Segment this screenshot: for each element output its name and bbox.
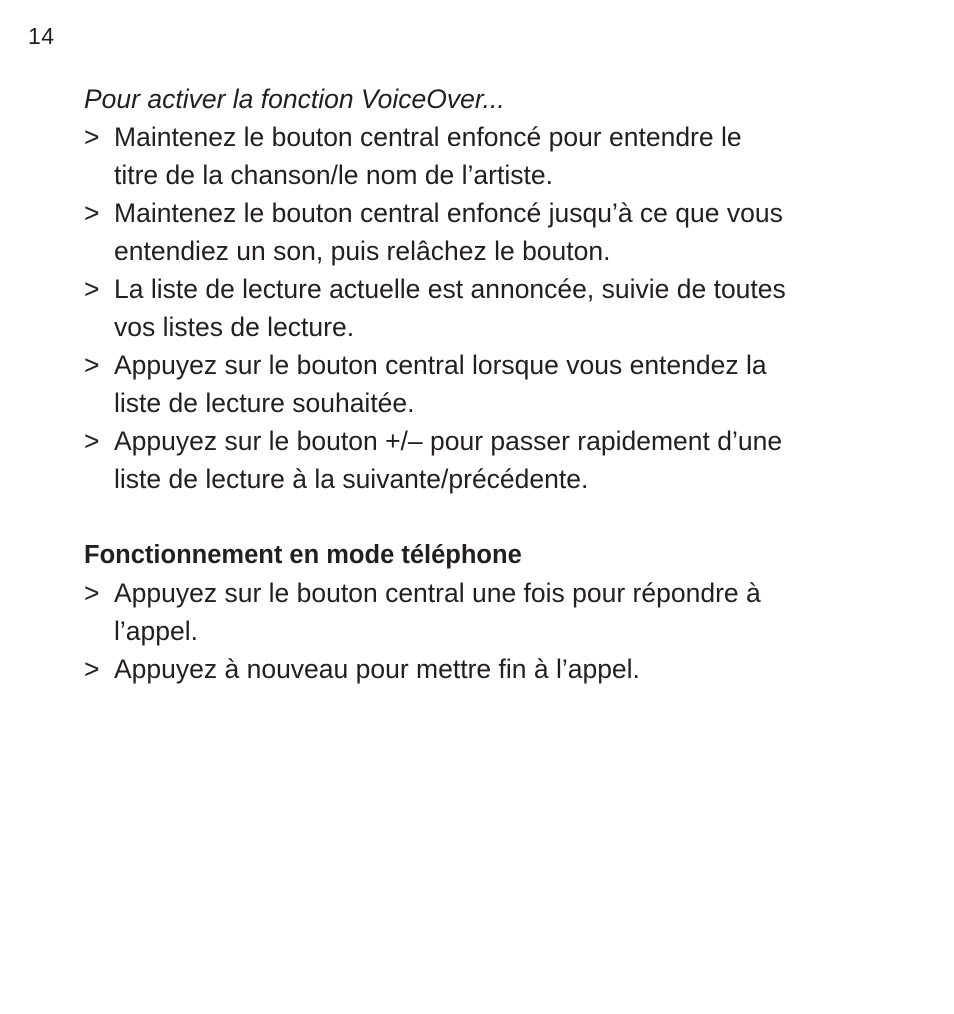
list-item — [84, 574, 884, 650]
list-item-text: liste de lecture souhaitée. — [114, 388, 415, 418]
list-item-text: titre de la chanson/le nom de l’artiste. — [114, 160, 553, 190]
list-item-text: entendiez un son, puis relâchez le bouton. — [114, 236, 611, 266]
bullet-marker: > — [84, 274, 100, 304]
phone-mode-steps — [84, 574, 884, 688]
document-body — [84, 80, 884, 688]
bullet-marker: > — [84, 426, 100, 456]
list-item — [84, 650, 884, 688]
list-item — [84, 422, 884, 498]
list-item-text: Appuyez sur le bouton central lorsque vous entendez la — [114, 350, 767, 380]
list-item — [84, 194, 884, 270]
voiceover-steps — [84, 118, 884, 498]
list-item — [84, 118, 884, 194]
bullet-marker: > — [84, 350, 100, 380]
bullet-marker: > — [84, 198, 100, 228]
list-item-text: liste de lecture à la suivante/précédente. — [114, 464, 589, 494]
list-item-text: Maintenez le bouton central enfoncé pour entendre le — [114, 122, 742, 152]
page-number: 14 — [28, 23, 55, 49]
phone-mode-heading: Fonctionnement en mode téléphone — [84, 541, 522, 569]
list-item — [84, 346, 884, 422]
voiceover-intro: Pour activer la fonction VoiceOver... — [84, 84, 505, 114]
list-item-text: Appuyez sur le bouton central une fois pour répondre à — [114, 578, 761, 608]
list-item-text: La liste de lecture actuelle est annoncée, suivie de toutes — [114, 274, 786, 304]
list-item — [84, 270, 884, 346]
list-item-text: vos listes de lecture. — [114, 312, 355, 342]
list-item-text: l’appel. — [114, 616, 198, 646]
bullet-marker: > — [84, 578, 100, 608]
bullet-marker: > — [84, 654, 100, 684]
bullet-marker: > — [84, 122, 100, 152]
list-item-text: Maintenez le bouton central enfoncé jusqu’à ce que vous — [114, 198, 783, 228]
list-item-text: Appuyez à nouveau pour mettre fin à l’appel. — [114, 654, 640, 684]
list-item-text: Appuyez sur le bouton +/– pour passer rapidement d’une — [114, 426, 783, 456]
